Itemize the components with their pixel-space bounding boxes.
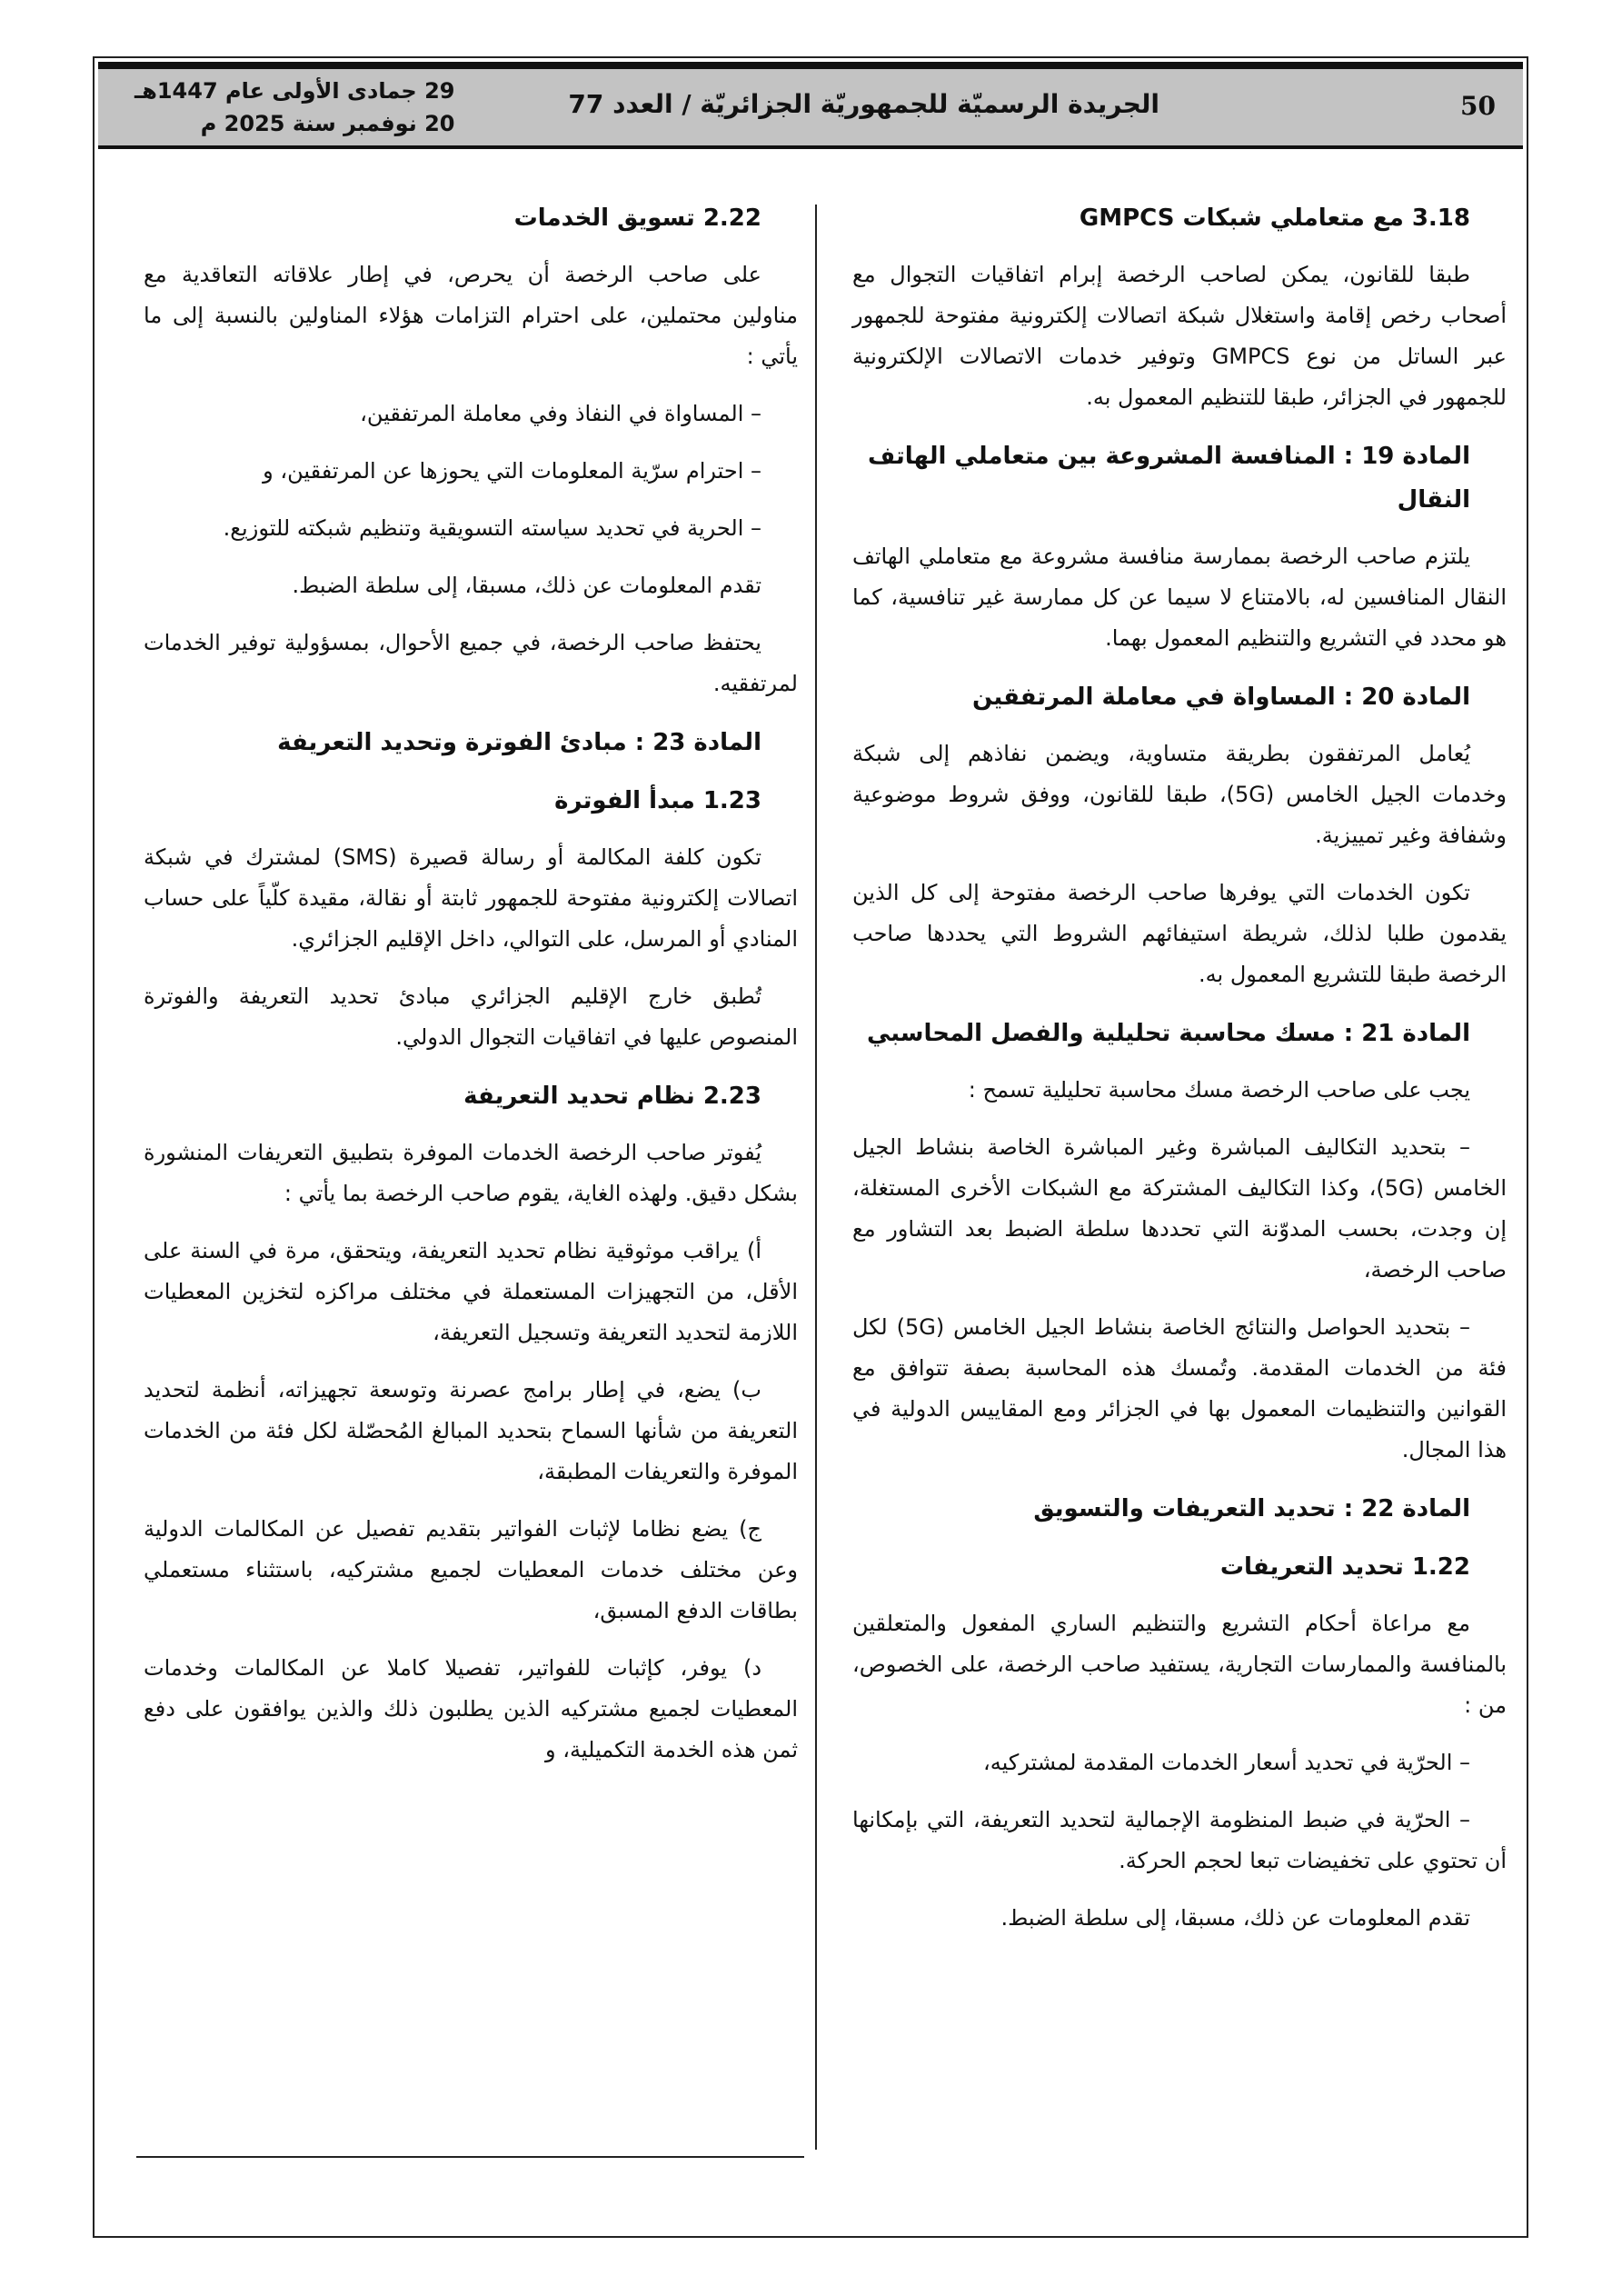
section-heading: 2.22 تسويق الخدمات [513, 205, 761, 232]
right-column [852, 191, 1507, 1955]
paragraph: تقدم المعلومات عن ذلك، مسبقا، إلى سلطة الضبط. [292, 573, 761, 598]
paragraph: مع مراعاة أحكام التشريع والتنظيم الساري المفعول والمتعلقين بالمنافسة والممارسات التجارية، يستفيد صاحب الرخصة، على الخصوص، من : [852, 1611, 1507, 1718]
paragraph: – بتحديد الحواصل والنتائج الخاصة بنشاط الجيل الخامس (5G) لكل فئة من الخدمات المقدمة. وتُمسك هذه المحاسبة بصفة تتوافق مع القوانين والتنظيمات المعمول بها في الجزائر ومع المقاييس الدولية في هذا المجال. [852, 1314, 1507, 1462]
section-heading: 3.18 مع متعاملي شبكات GMPCS [1079, 205, 1470, 232]
section-heading: المادة 19 : المنافسة المشروعة بين متعاملي الهاتف النقال [868, 443, 1470, 514]
paragraph: د) يوفر، كإثبات للفواتير، تفصيلا كاملا عن المكالمات وخدمات المعطيات لجميع مشتركيه الذين يطلبون ذلك والذين يوافقون على دفع ثمن هذه الخدمة التكميلية، و [144, 1655, 798, 1762]
page-number: 50 [1460, 91, 1496, 121]
section-heading: المادة 21 : مسك محاسبة تحليلية والفصل المحاسبي [866, 1020, 1470, 1047]
column-divider [815, 205, 817, 2150]
paragraph: – الحرّية في تحديد أسعار الخدمات المقدمة لمشتركيه، [983, 1750, 1470, 1775]
section-heading: 2.23 نظام تحديد التعريفة [463, 1083, 761, 1110]
paragraph: تكون كلفة المكالمة أو رسالة قصيرة (SMS) لمشترك في شبكة اتصالات إلكترونية مفتوحة للجمهور ثابتة أو نقالة، مقيدة كلّياً على حساب المنادي أو المرسل، على التوالي، داخل الإقليم الجزائري. [144, 844, 798, 952]
section-heading: المادة 20 : المساواة في معاملة المرتفقين [971, 684, 1470, 711]
section-heading: المادة 23 : مبادئ الفوترة وتحديد التعريفة [277, 729, 761, 756]
paragraph: يُعامل المرتفقون بطريقة متساوية، ويضمن نفاذهم إلى شبكة وخدمات الجيل الخامس (5G)، طبقا للقانون، ووفق شروط موضوعية وشفافة وغير تمييزية. [852, 741, 1507, 848]
page-header [98, 62, 1523, 149]
paragraph: تُطبق خارج الإقليم الجزائري مبادئ تحديد التعريفة والفوترة المنصوص عليها في اتفاقيات التجوال الدولي. [144, 983, 798, 1050]
paragraph: – بتحديد التكاليف المباشرة وغير المباشرة الخاصة بنشاط الجيل الخامس (5G)، وكذا التكاليف المشتركة مع الشبكات الأخرى المستغلة، إن وجدت، بحسب المدوّنة التي تحددها سلطة الضبط بعد التشاور مع صاحب الرخصة، [852, 1134, 1508, 1283]
section-heading: 1.23 مبدأ الفوترة [554, 787, 761, 814]
left-column [144, 191, 798, 1787]
paragraph: طبقا للقانون، يمكن لصاحب الرخصة إبرام اتفاقيات التجوال مع أصحاب رخص إقامة واستغلال شبكة اتصالات إلكترونية مفتوحة للجمهور عبر الساتل من نوع GMPCS وتوفير خدمات الاتصالات الإلكترونية للجمهور في الجزائر، طبقا للتنظيم المعمول به. [852, 262, 1507, 410]
paragraph: أ) يراقب موثوقية نظام تحديد التعريفة، ويتحقق، مرة في السنة على الأقل، من التجهيزات المستعملة في مختلف مراكزه لتخزين المعطيات اللازمة لتحديد التعريفة وتسجيل التعريفة، [144, 1238, 798, 1345]
paragraph: ج) يضع نظاما لإثبات الفواتير بتقديم تفصيل عن المكالمات الدولية وعن مختلف خدمات المعطيات لجميع مشتركيه، باستثناء مستعملي بطاقات الدفع المسبق، [144, 1516, 798, 1623]
date-gregorian: 20 نوفمبر سنة 2025 م [200, 111, 455, 136]
paragraph: – الحرّية في ضبط المنظومة الإجمالية لتحديد التعريفة، التي بإمكانها أن تحتوي على تخفيضات تبعا لحجم الحركة. [852, 1807, 1507, 1873]
paragraph: يجب على صاحب الرخصة مسك محاسبة تحليلية تسمح : [968, 1077, 1470, 1103]
paragraph: على صاحب الرخصة أن يحرص، في إطار علاقاته التعاقدية مع مناولين محتملين، على احترام التزامات هؤلاء المناولين بالنسبة إلى ما يأتي : [144, 262, 798, 369]
date-hijri: 29 جمادى الأولى عام 1447هـ [134, 78, 455, 104]
paragraph: تقدم المعلومات عن ذلك، مسبقا، إلى سلطة الضبط. [1000, 1905, 1470, 1931]
paragraph: يحتفظ صاحب الرخصة، في جميع الأحوال، بمسؤولية توفير الخدمات لمرتفقيه. [144, 630, 798, 696]
paragraph: تكون الخدمات التي يوفرها صاحب الرخصة مفتوحة إلى كل الذين يقدمون طلبا لذلك، شريطة استيفائهم الشروط التي يحددها صاحب الرخصة طبقا للتشريع المعمول به. [852, 880, 1507, 987]
paragraph: – الحرية في تحديد سياسته التسويقية وتنظيم شبكته للتوزيع. [223, 515, 761, 541]
paragraph: – المساواة في النفاذ وفي معاملة المرتفقين، [360, 401, 761, 426]
paragraph: يلتزم صاحب الرخصة بممارسة منافسة مشروعة مع متعاملي الهاتف النقال المنافسين له، بالامتناع لا سيما عن كل ممارسة غير تنافسية، كما هو محدد في التشريع والتنظيم المعمول بهما. [852, 544, 1507, 651]
paragraph: يُفوتر صاحب الرخصة الخدمات الموفرة بتطبيق التعريفات المنشورة بشكل دقيق. ولهذه الغاية، يقوم صاحب الرخصة بما يأتي : [144, 1140, 798, 1206]
gazette-title: الجريدة الرسميّة للجمهوريّة الجزائريّة / العدد 77 [568, 89, 1159, 119]
column-end-rule [136, 2156, 804, 2158]
section-heading: 1.22 تحديد التعريفات [1219, 1553, 1470, 1581]
section-heading: المادة 22 : تحديد التعريفات والتسويق [1033, 1495, 1470, 1522]
paragraph: – احترام سرّية المعلومات التي يحوزها عن المرتفقين، و [263, 458, 761, 484]
issue-date [134, 75, 454, 140]
paragraph: ب) يضع، في إطار برامج عصرنة وتوسعة تجهيزاته، أنظمة لتحديد التعريفة من شأنها السماح بتحديد المبالغ المُحصّلة لكل فئة من الخدمات الموفرة والتعريفات المطبقة، [144, 1377, 798, 1484]
